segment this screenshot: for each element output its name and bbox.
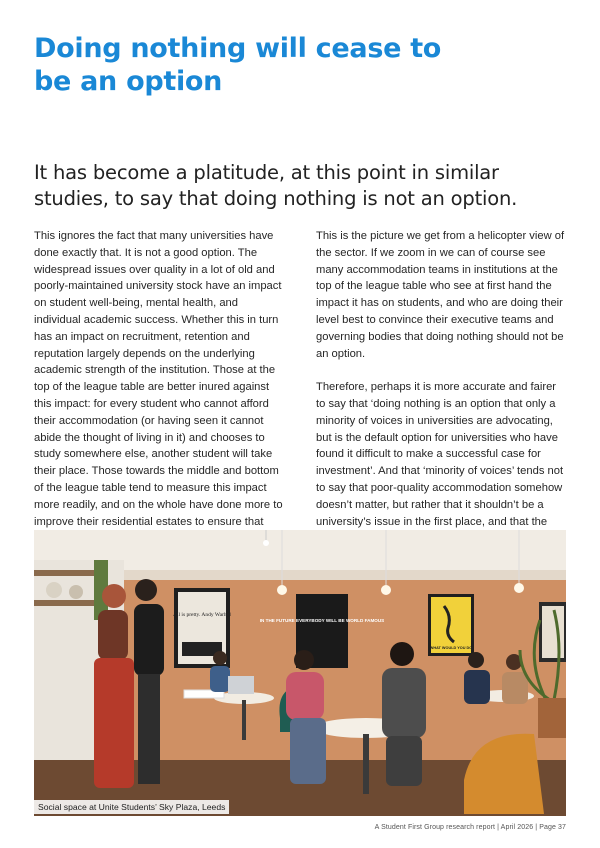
body-column-left: [34, 228, 286, 564]
body-paragraph: This is the picture we get from a helicopter view of the sector. If we zoom in we can of course see many accommodation teams in institutions at the top of the league table who see at first hand the impact it has on students, and who are doing their level best to convince their executive teams and governing bodies that doing nothing should not be an option.: [316, 230, 565, 360]
photo-caption: Social space at Unite Students’ Sky Plaza, Leeds: [34, 800, 229, 814]
page-footer: A Student First Group research report | April 2026 | Page 37: [374, 824, 566, 831]
page-subtitle: It has become a platitude, at this point in similar studies, to say that doing nothing is not an option.: [34, 161, 518, 210]
page-title: Doing nothing will cease to be an option: [34, 33, 442, 97]
body-paragraph: This ignores the fact that many universities have done exactly that. It is not a good option. The widespread issues over quality in a lot of old and poorly-maintained university stock have an impact on student well-being, mental health, and individual academic success. Whether this in turn has an impact on recruitment, retention and reputation largely depends on the underlying academic strength of the institution. Those at the top of the league table are better inured against this impact: for every student who cannot afford their accommodation (or having seen it cannot abide the thought of living in it) and chooses to study somewhere else, another student will take their place. Those towards the middle and bottom of the league table tend to measure this impact more readily, and on the whole have done more to improve their residential estates to ensure that: [34, 230, 283, 528]
body-paragraph: Therefore, perhaps it is more accurate and fairer to say that ‘doing nothing is an option that only a minority of voices in universities are advocating, but is the default option for universities who have found it difficult to make a successful case for investment’. And that ‘minority of voices’ tends not to say that poor-quality accommodation somehow doesn’t matter, but rather that it shouldn’t be a university’s issue in the first place, and that the: [316, 381, 564, 528]
person: [134, 579, 164, 784]
social-space-photo: [34, 530, 566, 816]
poster-text: WHAT WOULD YOU DO: [429, 646, 473, 650]
poster-text: All is pretty. Andy Warhol: [173, 612, 231, 618]
photo-illustration: [34, 530, 566, 816]
poster-text: IN THE FUTURE EVERYBODY WILL BE WORLD FAMOUS: [259, 618, 385, 623]
